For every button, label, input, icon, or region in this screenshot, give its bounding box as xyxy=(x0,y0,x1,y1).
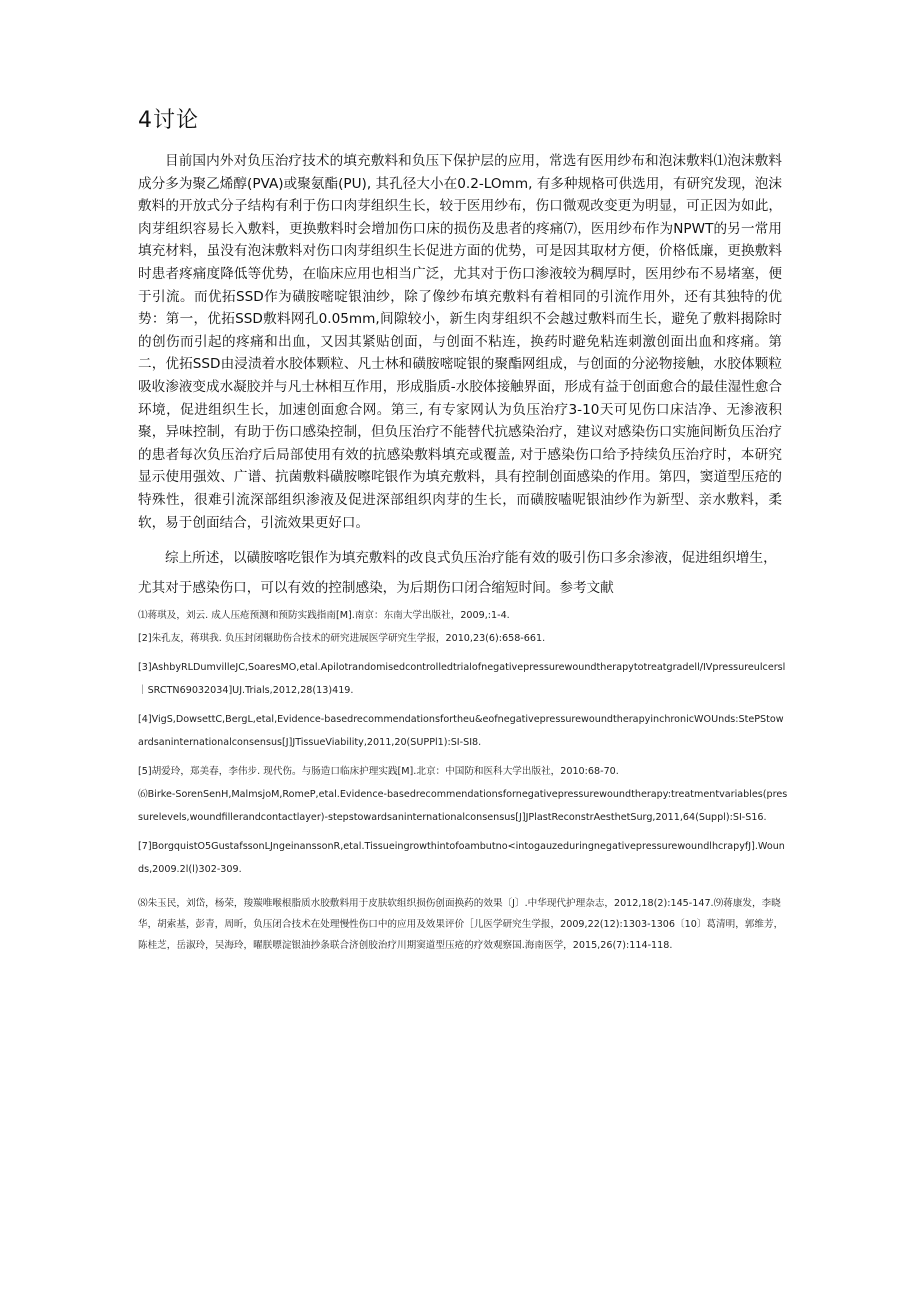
reference-item: ⑻朱玉民，刘岱，杨荣，羧羰唯喉根脂质水胶敷料用于皮肤软组织损伤创面换药的效果〔J〕.中华现代护理杂志，2012,18(2):145-147.⑼蒋康发，李晓华，胡索基，彭青，周昕，负压闭合技术在处理慢性伤口中的应用及效果评价［儿医学研究生学报，2009,22(12):1303-1306〔10〕葛清明，郭维芳，陈桂芝，岳淑玲，吴海玲，曜朕嘌淀银油抄条联合济创胶治疗川期窦道型压疮的疗效观察国.海南医学，2015,26(7):114-118. xyxy=(138,898,784,951)
reference-item: ⑹Birke-SorenSenH,MalmsjoM,RomeP,etal.Evidence-basedrecommendationsfornegativepressurewoundtherapy:treatmentvariables(pressurelevels,woundfillerandcontactlayer)-stepstowardsaninternationalconsensus[J]JPlastReconstrAesthetSurg,2011,64(Suppl):SI-S16. xyxy=(138,789,788,823)
section-heading: 4讨论 xyxy=(138,108,199,133)
discussion-body xyxy=(138,150,782,534)
reference-item: ⑴蒋琪及，刘云. 成人压疮预测和预防实践指南[M].南京：东南大学出版社，2009,:1-4. xyxy=(138,610,510,621)
reference-list xyxy=(138,604,788,956)
reference-item: [2]朱孔友，蒋琪我. 负压封闭辗助伤合技术的研究进展医学研究生学报，2010,23(6):658-661. xyxy=(138,633,546,644)
discussion-paragraph: 目前国内外对负压治疗技术的填充敷料和负压下保护层的应用，常选有医用纱布和泡沫敷料⑴泡沫敷料成分多为聚乙烯醇(PVA)或聚氨酯(PU), 其孔径大小在0.2-LOmm, 有多种规格可供选用，有研究发现，泡沫敷料的开放式分子结构有利于伤口肉芽组织生长，较于医用纱布，伤口微观改变更为明显，可正因为如此，肉芽组织容易长入敷料，更换敷料时会增加伤口床的损伤及患者的疼痛⑺，医用纱布作为NPWT的另一常用填充材料，虽没有泡沫敷料对伤口肉芽组织生长促进方面的优势，可是因其取材方便，价格低廉，更换敷料时患者疼痛度降低等优势，在临床应用也相当广泛，尤其对于伤口渗液较为稠厚时，医用纱布不易堵塞，便于引流。而优拓SSD作为磺胺嘧啶银油纱，除了像纱布填充敷料有着相同的引流作用外，还有其独特的优势：第一，优拓SSD敷料网孔0.05mm,间隙较小，新生肉芽组织不会越过敷料而生长，避免了敷料揭除时的创伤而引起的疼痛和出血，又因其紧贴创面，与创面不粘连，换药时避免粘连刺激创面出血和疼痛。第二，优拓SSD由浸渍着水胶体颗粒、凡士林和磺胺嘧啶银的聚酯网组成，与创面的分泌物接触，水胶体颗粒吸收渗液变成水凝胶并与凡士林相互作用，形成脂质-水胶体接触界面，形成有益于创面愈合的最佳湿性愈合环境，促进组织生长，加速创面愈合网。第三, 有专家网认为负压治疗3-10天可见伤口床洁净、无渗液积聚，异味控制，有助于伤口感染控制，但负压治疗不能替代抗感染治疗，建议对感染伤口实施间断负压治疗的患者每次负压治疗后局部使用有效的抗感染敷料填充或覆盖, 对于感染伤口给予持续负压治疗时，本研究显示使用强效、广谱、抗菌敷料磺胺嚓咤银作为填充敷料，具有控制创面感染的作用。第四，窦道型压疮的特殊性，很难引流深部组织渗液及促进深部组织肉芽的生长，而磺胺嗑呢银油纱作为新型、亲水敷料，柔软，易于创面结合，引流效果更好口。 xyxy=(138,153,782,531)
reference-item: [7]BorgquistO5GustafssonLJngeinanssonR,etal.Tissueingrowthintofoambutno<intogauzeduringnegativepressurewoundlhcrapyfJ].Wounds,2009.2l(l)302-309. xyxy=(138,841,785,875)
reference-item: [4]VigS,DowsettC,BergL,etal,Evidence-basedrecommendationsfortheu&eofnegativepressurewoundtherapyinchronicWOUnds:StePStowardsaninternationalconsensus[J]JTissueViability,2011,20(SUPPl1):SI-SI8. xyxy=(138,714,784,748)
reference-item: [5]胡爱玲，郑美春，李伟步. 现代伤。与肠造口临床护理实践[M].北京：中国防和医科大学出版社，2010:68-70. xyxy=(138,766,619,777)
summary-paragraph: 综上所述，以磺胺喀吃银作为填充敷料的改良式负压治疗能有效的吸引伤口多余渗液，促进组织增生，尤其对于感染伤口，可以有效的控制感染，为后期伤口闭合缩短时间。参考文献 xyxy=(138,550,777,596)
reference-item: [3]AshbyRLDumvilleJC,SoaresMO,etal.Apilotrandomisedcontrolledtrialofnegativepressurewoundtherapytotreatgradell/IVpressureulcersl｜SRCTN69032034]UJ.Trials,2012,28(13)419. xyxy=(138,662,786,696)
summary-block xyxy=(138,543,782,603)
